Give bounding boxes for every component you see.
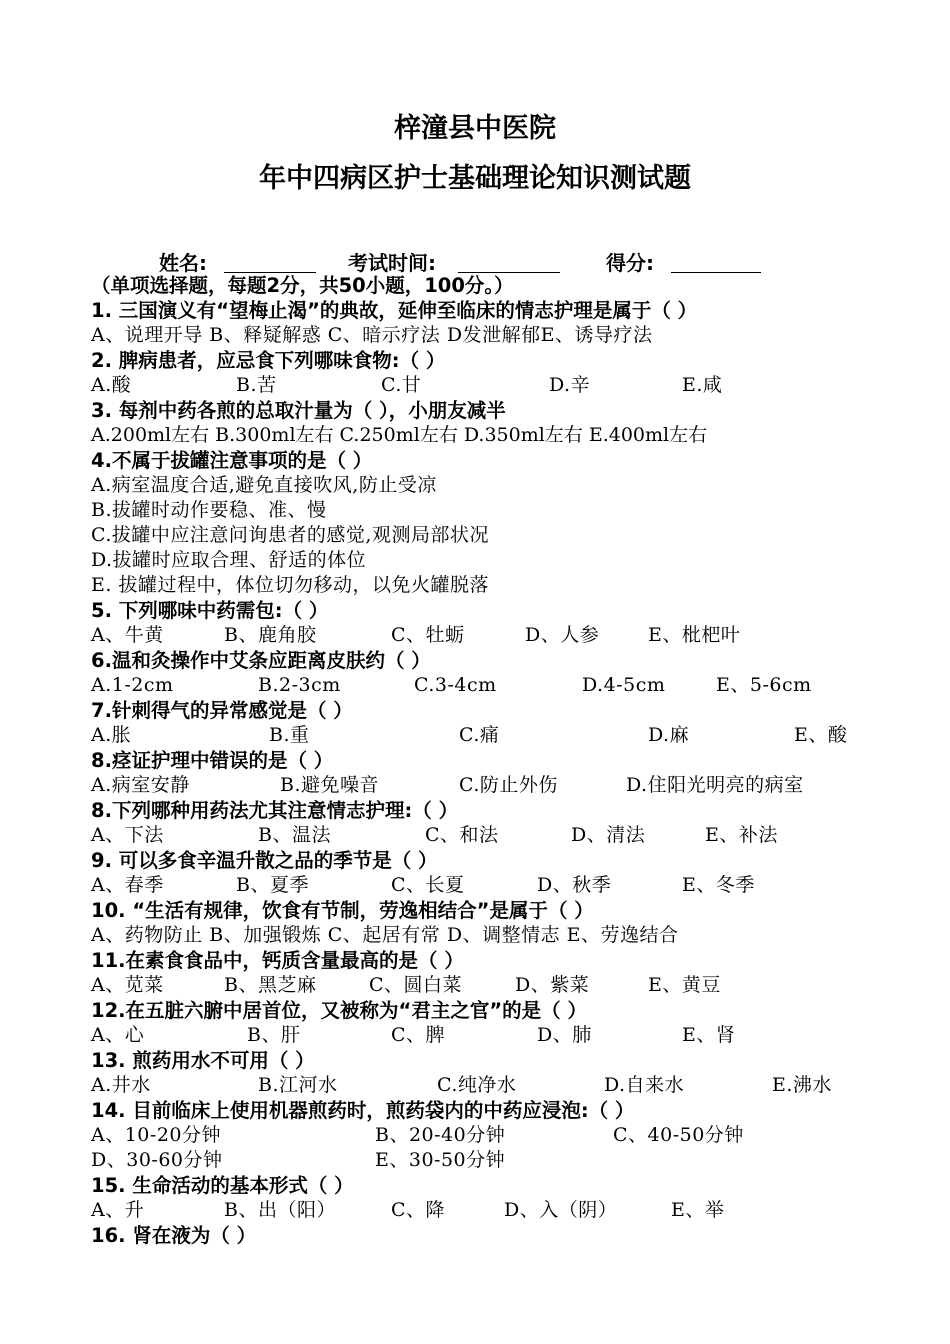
options-14-row2	[91, 1148, 871, 1173]
option: E、冬季	[682, 874, 755, 896]
option: C.纯净水	[437, 1074, 517, 1096]
options-2	[91, 373, 871, 398]
option: D.辛	[549, 374, 591, 396]
option: B、出（阳）	[224, 1199, 336, 1221]
time-label: 考试时间:	[348, 251, 436, 275]
option: E、5-6cm	[716, 674, 812, 696]
option: B.苦	[236, 374, 277, 396]
option: E、30-50分钟	[375, 1149, 506, 1171]
question-12: 12.在五脏六腑中居首位，又被称为“君主之官”的是（ ）	[91, 999, 587, 1022]
option: A、10-20分钟	[91, 1124, 221, 1146]
option: D、入（阴）	[504, 1199, 618, 1221]
option: D、肺	[537, 1024, 592, 1046]
option: B.2-3cm	[258, 674, 341, 696]
option: C、圆白菜	[369, 974, 463, 996]
option: C、40-50分钟	[613, 1124, 744, 1146]
option: A、心	[91, 1024, 145, 1046]
option: B.江河水	[258, 1074, 338, 1096]
option: D、秋季	[537, 874, 612, 896]
options-4-e: E. 拔罐过程中，体位切勿移动，以免火罐脱落	[91, 574, 489, 596]
score-label: 得分:	[606, 251, 654, 275]
option: D.住阳光明亮的病室	[626, 774, 804, 796]
options-4-c: C.拔罐中应注意问询患者的感觉,观测局部状况	[91, 524, 489, 546]
option: D、人参	[525, 624, 600, 646]
question-11: 11.在素食食品中，钙质含量最高的是（ ）	[91, 949, 464, 972]
options-3: A.200ml左右 B.300ml左右 C.250ml左右 D.350ml左右 E.400ml左右	[91, 424, 708, 446]
option: D、紫菜	[515, 974, 590, 996]
exam-title: 年中四病区护士基础理论知识测试题	[259, 163, 691, 194]
option: C.防止外伤	[459, 774, 558, 796]
option: A.病室安静	[91, 774, 190, 796]
option: A.1-2cm	[91, 674, 174, 696]
option: B、黑芝麻	[224, 974, 317, 996]
question-1: 1. 三国演义有“望梅止渴”的典故，延伸至临床的情志护理是属于（ ）	[91, 299, 698, 322]
question-7: 7.针刺得气的异常感觉是（ ）	[91, 699, 353, 722]
question-8b: 8.下列哪种用药法尤其注意情志护理:（ ）	[91, 799, 459, 822]
option: A、春季	[91, 874, 164, 896]
option: E、酸	[794, 724, 848, 746]
question-3: 3. 每剂中药各煎的总取汁量为（ ），小朋友减半	[91, 399, 506, 422]
option: A.酸	[91, 374, 132, 396]
question-4: 4.不属于拔罐注意事项的是（ ）	[91, 449, 373, 472]
question-14: 14. 目前临床上使用机器煎药时，煎药袋内的中药应浸泡:（ ）	[91, 1099, 635, 1122]
option: B.重	[269, 724, 310, 746]
option: B、鹿角胶	[224, 624, 317, 646]
options-14-row1	[91, 1123, 871, 1148]
options-1: A、说理开导 B、释疑解惑 C、暗示疗法 D发泄解郁E、诱导疗法	[91, 324, 653, 346]
option: E、枇杷叶	[648, 624, 741, 646]
option: D.麻	[648, 724, 690, 746]
question-2: 2. 脾病患者，应忌食下列哪味食物:（ ）	[91, 349, 446, 372]
option: E、黄豆	[648, 974, 721, 996]
option: A、苋菜	[91, 974, 164, 996]
hospital-title: 梓潼县中医院	[394, 113, 556, 144]
option: C.痛	[459, 724, 500, 746]
option: C、长夏	[391, 874, 465, 896]
option: E、肾	[682, 1024, 736, 1046]
options-7	[91, 723, 871, 748]
options-9	[91, 873, 871, 898]
option: C、脾	[391, 1024, 446, 1046]
name-label: 姓名:	[159, 251, 207, 275]
question-9: 9. 可以多食辛温升散之品的季节是（ ）	[91, 849, 438, 872]
option: A、下法	[91, 824, 164, 846]
options-5	[91, 623, 871, 648]
option: C、和法	[425, 824, 499, 846]
options-4-a: A.病室温度合适,避免直接吹风,防止受凉	[91, 474, 437, 496]
option: B.避免噪音	[280, 774, 380, 796]
score-blank[interactable]	[671, 272, 761, 273]
options-8b	[91, 823, 871, 848]
option: D.4-5cm	[582, 674, 666, 696]
options-4-b: B.拔罐时动作要稳、准、慢	[91, 499, 327, 521]
option: E、举	[671, 1199, 725, 1221]
question-8: 8.痉证护理中错误的是（ ）	[91, 749, 334, 772]
option: A.井水	[91, 1074, 151, 1096]
question-13: 13. 煎药用水不可用（ ）	[91, 1049, 315, 1072]
option: D、30-60分钟	[91, 1149, 223, 1171]
option: E.沸水	[772, 1074, 832, 1096]
option: D、清法	[571, 824, 646, 846]
options-11	[91, 973, 871, 998]
options-10: A、药物防止 B、加强锻炼 C、起居有常 D、调整情志 E、劳逸结合	[91, 924, 679, 946]
options-4-d: D.拔罐时应取合理、舒适的体位	[91, 549, 367, 571]
options-13	[91, 1073, 871, 1098]
options-8	[91, 773, 871, 798]
options-15	[91, 1198, 871, 1223]
option: A、升	[91, 1199, 145, 1221]
options-6	[91, 673, 871, 698]
question-16: 16. 肾在液为（ ）	[91, 1224, 257, 1247]
option: B、20-40分钟	[375, 1124, 506, 1146]
question-5: 5. 下列哪味中药需包:（ ）	[91, 599, 329, 622]
option: A.胀	[91, 724, 132, 746]
option: C、牡蛎	[391, 624, 465, 646]
exam-info-row	[0, 247, 950, 275]
option: C、降	[391, 1199, 446, 1221]
option: D.自来水	[604, 1074, 685, 1096]
option: E、补法	[705, 824, 778, 846]
question-10: 10. “生活有规律，饮食有节制，劳逸相结合”是属于（ ）	[91, 899, 594, 922]
option: B、夏季	[236, 874, 309, 896]
question-6: 6.温和灸操作中艾条应距离皮肤约（ ）	[91, 649, 431, 672]
option: B、肝	[247, 1024, 301, 1046]
option: B、温法	[258, 824, 331, 846]
options-12	[91, 1023, 871, 1048]
option: C.3-4cm	[414, 674, 497, 696]
option: E.咸	[682, 374, 723, 396]
question-15: 15. 生命活动的基本形式（ ）	[91, 1174, 354, 1197]
option: A、牛黄	[91, 624, 164, 646]
option: C.甘	[381, 374, 422, 396]
instruction-text: （单项选择题，每题2分，共50小题，100分。）	[91, 274, 514, 297]
